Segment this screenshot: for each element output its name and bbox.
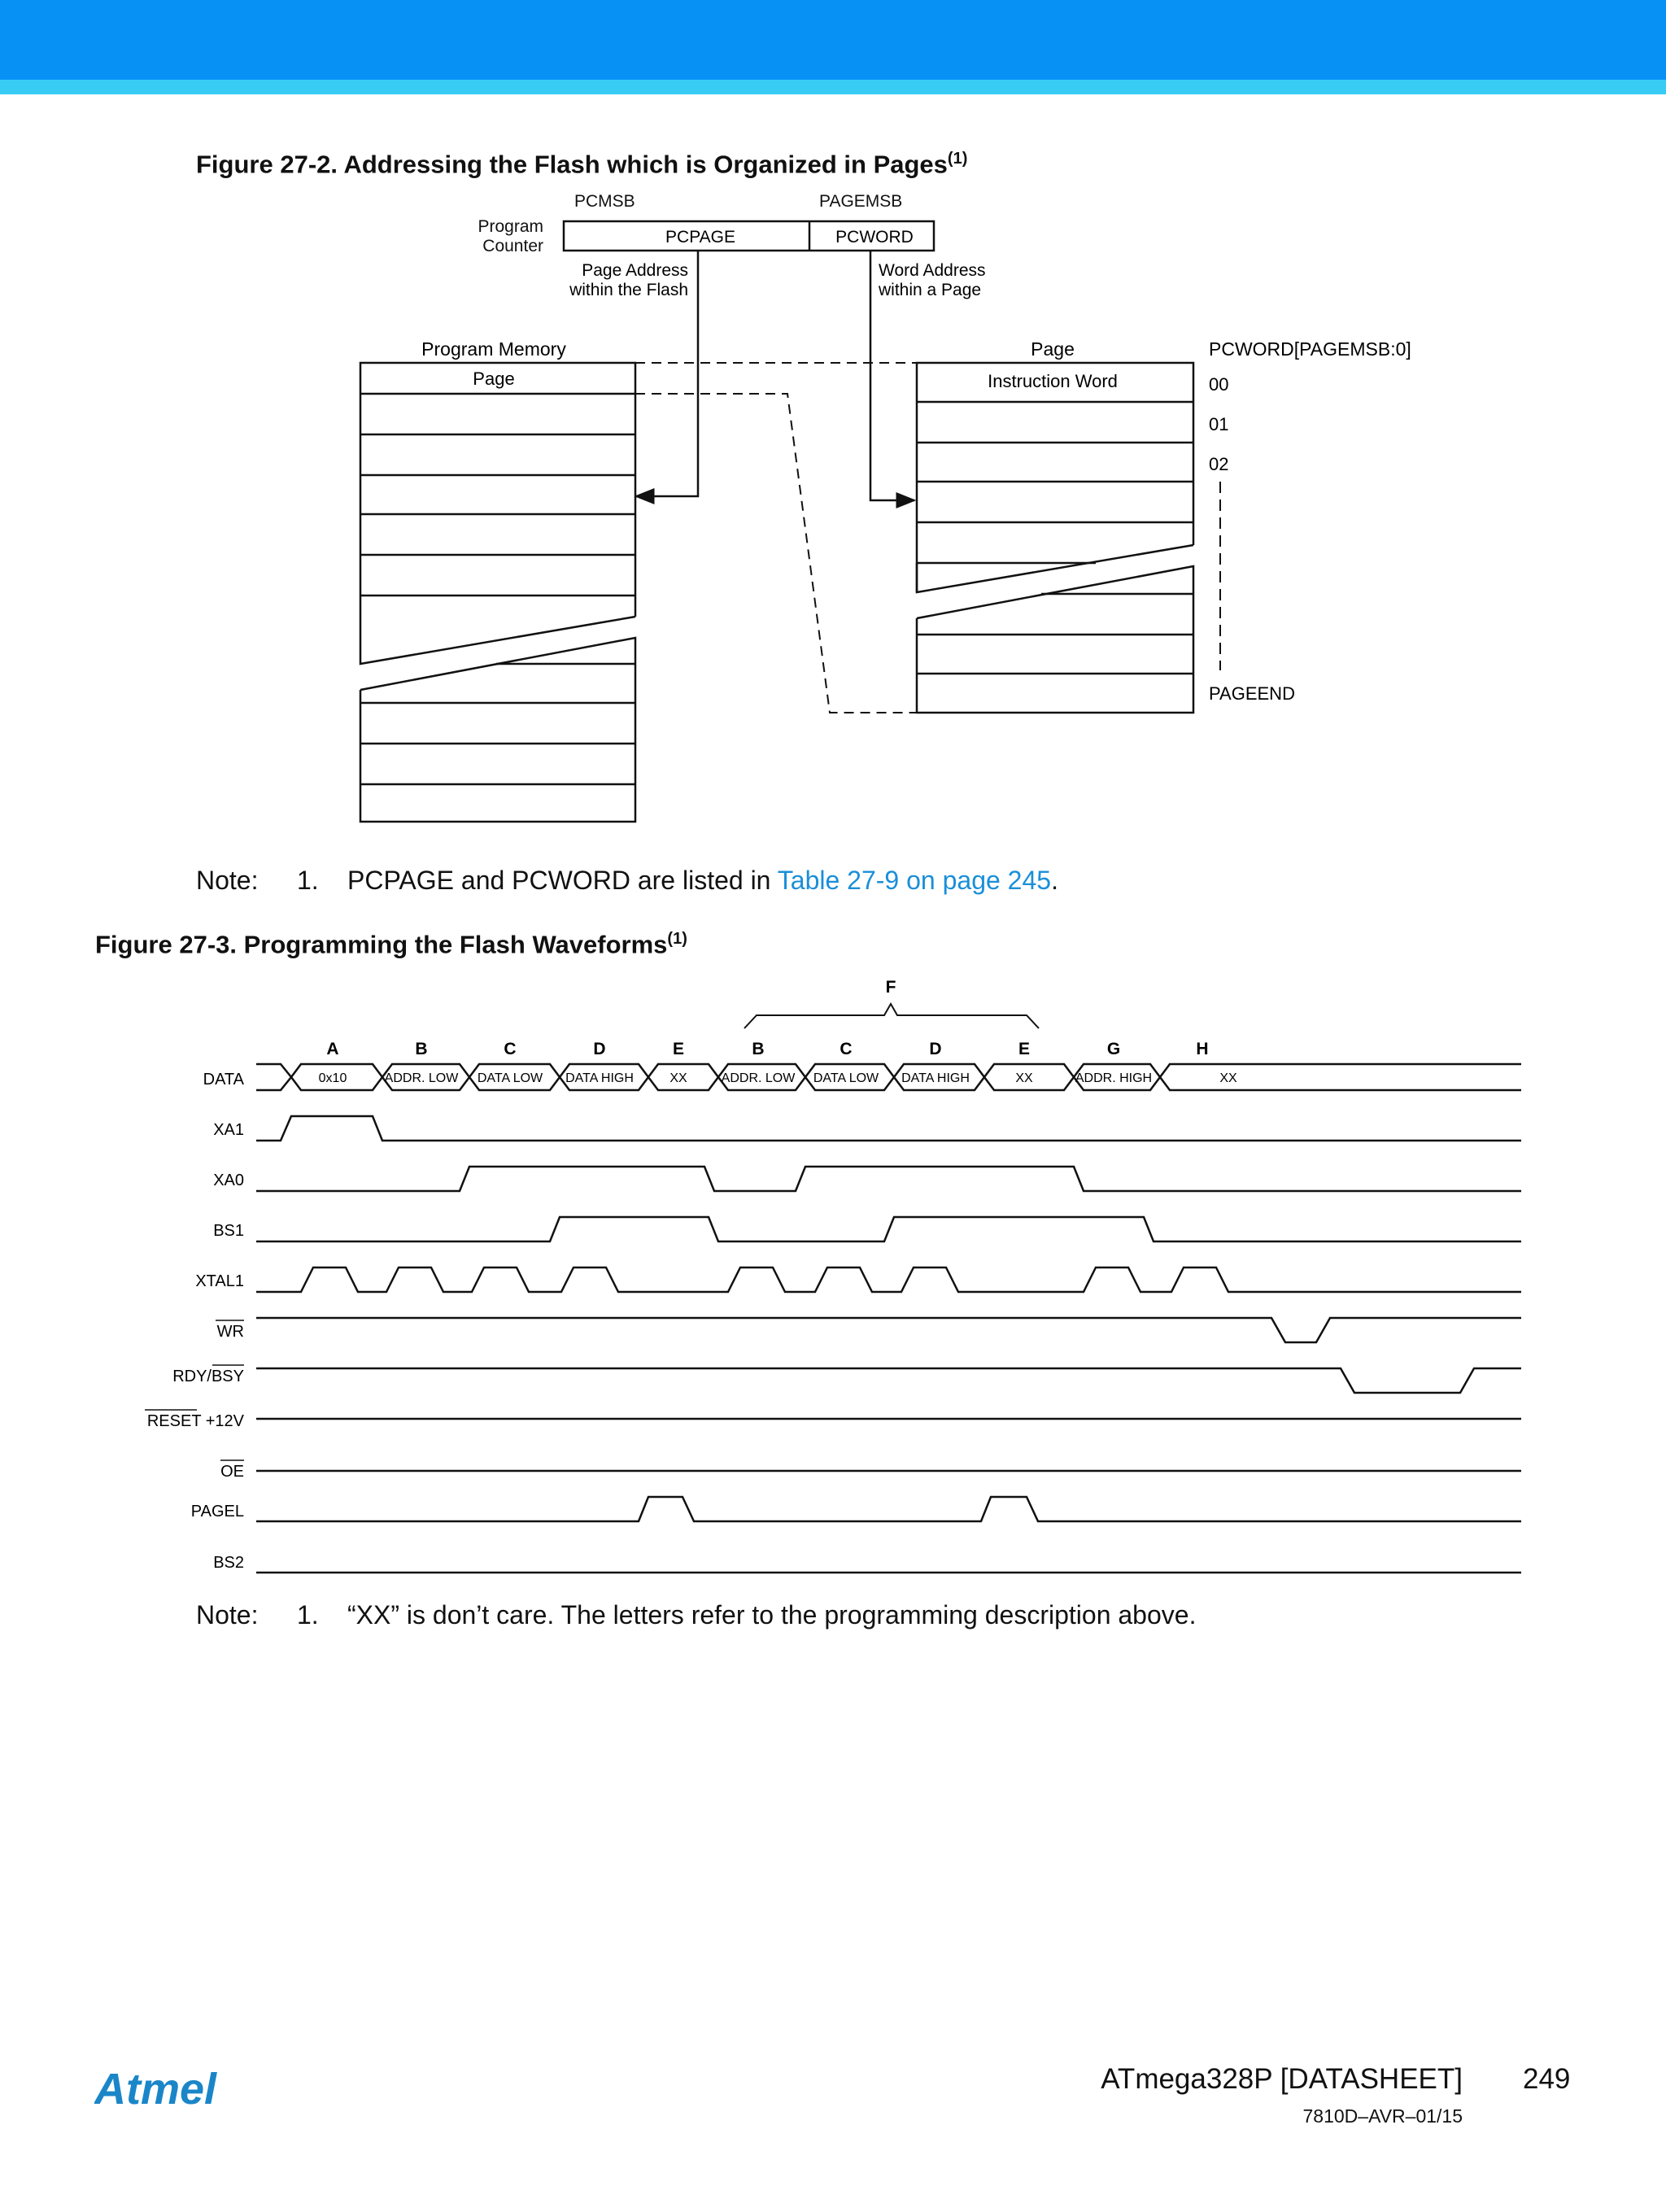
phase-letter-h: H xyxy=(1196,1040,1209,1058)
phase-letter-d2: D xyxy=(929,1040,942,1058)
phase-letter-d: D xyxy=(593,1040,606,1058)
data-segment-xx: XX xyxy=(669,1071,687,1085)
xtal1-waveform xyxy=(256,1267,1521,1292)
note-text-after: . xyxy=(1051,866,1058,895)
page-label: Page xyxy=(1031,338,1075,360)
flash-page-addressing-diagram xyxy=(0,179,1666,846)
phase-letter-a: A xyxy=(326,1040,339,1058)
data-segment-addr-low-2: ADDR. LOW xyxy=(721,1071,796,1085)
note-2-text: “XX” is don’t care. The letters refer to the programming description above. xyxy=(347,1600,1197,1630)
signal-xtal1-label: XTAL1 xyxy=(195,1272,244,1290)
signal-data-label: DATA xyxy=(203,1071,244,1089)
data-segment-data-low-2: DATA LOW xyxy=(813,1071,879,1085)
page-mapping-dashes xyxy=(635,363,917,713)
note-number: 1. xyxy=(297,866,319,895)
pagemsb-label: PAGEMSB xyxy=(819,192,903,211)
program-counter-label-1: Program xyxy=(478,217,543,236)
figure-27-2-caption-text: Figure 27-2. Addressing the Flash which is Organized in Pages xyxy=(196,150,948,179)
page-block xyxy=(917,363,1193,713)
phase-letter-c2: C xyxy=(840,1040,853,1058)
signal-bs2-label: BS2 xyxy=(213,1554,244,1572)
instruction-word-label: Instruction Word xyxy=(988,371,1118,391)
atmel-logo xyxy=(94,2066,249,2115)
program-memory-block xyxy=(360,363,635,822)
program-memory-page-label: Page xyxy=(473,369,515,389)
figure-27-2-caption-note: (1) xyxy=(947,150,968,168)
page-address-label-2: within the Flash xyxy=(569,281,688,299)
table-27-9-link[interactable]: Table 27-9 on page 245 xyxy=(777,866,1052,895)
phase-letter-b: B xyxy=(415,1040,428,1058)
word-address-label-2: within a Page xyxy=(879,281,982,299)
data-segment-xx-2: XX xyxy=(1015,1071,1033,1085)
note-text-before: PCPAGE and PCWORD are listed in xyxy=(347,866,778,895)
footer-page-number: 249 xyxy=(1523,2063,1571,2095)
figure-27-2-caption xyxy=(196,150,967,179)
wr-waveform xyxy=(256,1318,1521,1342)
signal-rdy-bsy-label: RDY/BSY xyxy=(172,1368,244,1385)
program-memory-label: Program Memory xyxy=(421,338,566,360)
phase-letter-e: E xyxy=(672,1040,685,1058)
footer-title: ATmega328P [DATASHEET] xyxy=(1101,2063,1463,2095)
signal-reset-12v-label: RESET +12V xyxy=(146,1412,244,1430)
signal-xa0-label: XA0 xyxy=(213,1171,244,1189)
data-segment-data-high: DATA HIGH xyxy=(565,1071,634,1085)
pagel-waveform xyxy=(256,1497,1521,1521)
pcword-range-label: PCWORD[PAGEMSB:0] xyxy=(1209,338,1411,360)
pageend-label: PAGEEND xyxy=(1209,683,1295,704)
signal-bs1-label: BS1 xyxy=(213,1222,244,1240)
word-index-01: 01 xyxy=(1209,414,1229,434)
phase-letter-e2: E xyxy=(1018,1040,1031,1058)
pcmsb-label: PCMSB xyxy=(574,192,635,211)
signal-oe-label: OE xyxy=(220,1463,244,1481)
note-2-label: Note: xyxy=(196,1600,259,1630)
footer-doc-code: 7810D–AVR–01/15 xyxy=(1302,2105,1463,2127)
pcword-field: PCWORD xyxy=(835,228,914,247)
note-label: Note: xyxy=(196,866,259,895)
program-counter-label-2: Counter xyxy=(482,237,543,255)
atmel-logo-text: Atmel xyxy=(94,2066,217,2114)
phase-letter-g: G xyxy=(1106,1040,1121,1058)
figure-27-3-caption-note: (1) xyxy=(667,930,687,948)
signal-pagel-label: PAGEL xyxy=(190,1503,244,1520)
header-band xyxy=(0,0,1666,80)
phase-letter-c: C xyxy=(504,1040,517,1058)
rdy-bsy-waveform xyxy=(256,1368,1521,1393)
word-index-00: 00 xyxy=(1209,374,1229,395)
data-segment-addr-low: ADDR. LOW xyxy=(384,1071,459,1085)
word-index-02: 02 xyxy=(1209,454,1229,474)
data-segment-addr-high: ADDR. HIGH xyxy=(1075,1071,1153,1085)
flash-programming-waveforms xyxy=(0,968,1666,1586)
figure-27-3-caption xyxy=(95,930,687,959)
data-segment-data-low: DATA LOW xyxy=(477,1071,543,1085)
note-text xyxy=(347,866,1058,896)
pcpage-field: PCPAGE xyxy=(665,228,735,247)
xa0-waveform xyxy=(256,1167,1521,1191)
signal-xa1-label: XA1 xyxy=(213,1121,244,1139)
phase-letter-b2: B xyxy=(752,1040,765,1058)
note-2-number: 1. xyxy=(297,1600,319,1630)
page-address-label-1: Page Address xyxy=(582,261,688,280)
word-address-label-1: Word Address xyxy=(879,261,986,280)
data-segment-0x10: 0x10 xyxy=(318,1071,347,1085)
brace-label-f: F xyxy=(885,978,896,997)
xa1-waveform xyxy=(256,1116,1521,1141)
data-segment-xx-3: XX xyxy=(1219,1071,1237,1085)
brace-f xyxy=(744,1004,1039,1028)
header-stripe xyxy=(0,80,1666,94)
bs1-waveform xyxy=(256,1217,1521,1241)
data-segment-data-high-2: DATA HIGH xyxy=(901,1071,970,1085)
signal-wr-label: WR xyxy=(216,1323,244,1341)
figure-27-3-caption-text: Figure 27-3. Programming the Flash Waveforms xyxy=(95,930,668,959)
active-low-overbars xyxy=(145,1320,244,1460)
